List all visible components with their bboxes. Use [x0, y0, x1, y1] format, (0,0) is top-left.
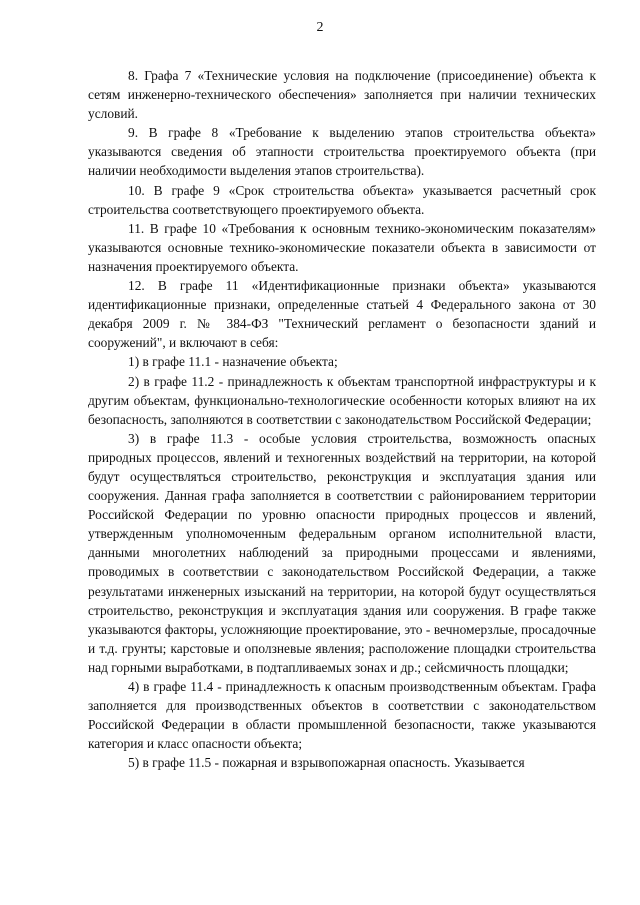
- subitem-11-5: 5) в графе 11.5 - пожарная и взрывопожарная опасность. Указывается: [128, 755, 525, 771]
- paragraph-item-9: 9. В графе 8 «Требование к выделению этапов строительства объекта» указываются сведения об этапности строительства проектируемого объекта (при наличии необходимости выделения этапов строительства).: [88, 125, 596, 179]
- document-body: [88, 66, 596, 772]
- subitem-11-3: 3) в графе 11.3 - особые условия строительства, возможность опасных природных процессов, явлений и техногенных воздействий на территории, на которой будут осуществляться строительство, реконструкция и эксплуатация здания или сооружения. Данная графа заполняется в соответствии с районированием территории Российской Федерации по уровню опасности природных процессов и явлений, утвержденным уполномоченным федеральным органом исполнительной власти, данными многолетних наблюдений за природными процессами и явлениями, проводимых в соответствии с законодательством Российской Федерации, а также результатами инженерных изысканий на территории, на которой будут осуществляться строительство, реконструкция и эксплуатация здания или сооружения. В графе также указываются факторы, усложняющие проектирование, это - вечномерзлые, просадочные и т.д. грунты; карстовые и оползневые явления; расположение площадки строительства над горными выработками, в подтапливаемых зонах и др.; сейсмичность площадки;: [88, 430, 596, 675]
- subitem-11-4: 4) в графе 11.4 - принадлежность к опасным производственным объектам. Графа заполняется для производственных объектов в соответствии с законодательством Российской Федерации в области промышленной безопасности, также указываются категория и класс опасности объекта;: [88, 679, 596, 752]
- paragraph-item-11: 11. В графе 10 «Требования к основным технико-экономическим показателям» указываются основные технико-экономические показатели объекта в зависимости от назначения проектируемого объекта.: [88, 220, 596, 274]
- paragraph-item-10: 10. В графе 9 «Срок строительства объекта» указывается расчетный срок строительства соответствующего проектируемого объекта.: [88, 182, 596, 217]
- page-number: 2: [316, 20, 324, 35]
- subitem-11-1: 1) в графе 11.1 - назначение объекта;: [128, 354, 338, 370]
- paragraph-item-12: 12. В графе 11 «Идентификационные признаки объекта» указываются идентификационные признаки, определенные статьей 4 Федерального закона от 30 декабря 2009 г. № 384-ФЗ "Технический регламент о безопасности зданий и сооружений", и включают в себя:: [88, 278, 596, 351]
- paragraph-item-8: 8. Графа 7 «Технические условия на подключение (присоединение) объекта к сетям инженерно-технического обеспечения» заполняется при наличии технических условий.: [88, 68, 596, 122]
- subitem-11-2: 2) в графе 11.2 - принадлежность к объектам транспортной инфраструктуры и к другим объектам, функционально-технологические особенности которых влияют на их безопасность, заполняются в соответствии с законодательством Российской Федерации;: [88, 373, 596, 427]
